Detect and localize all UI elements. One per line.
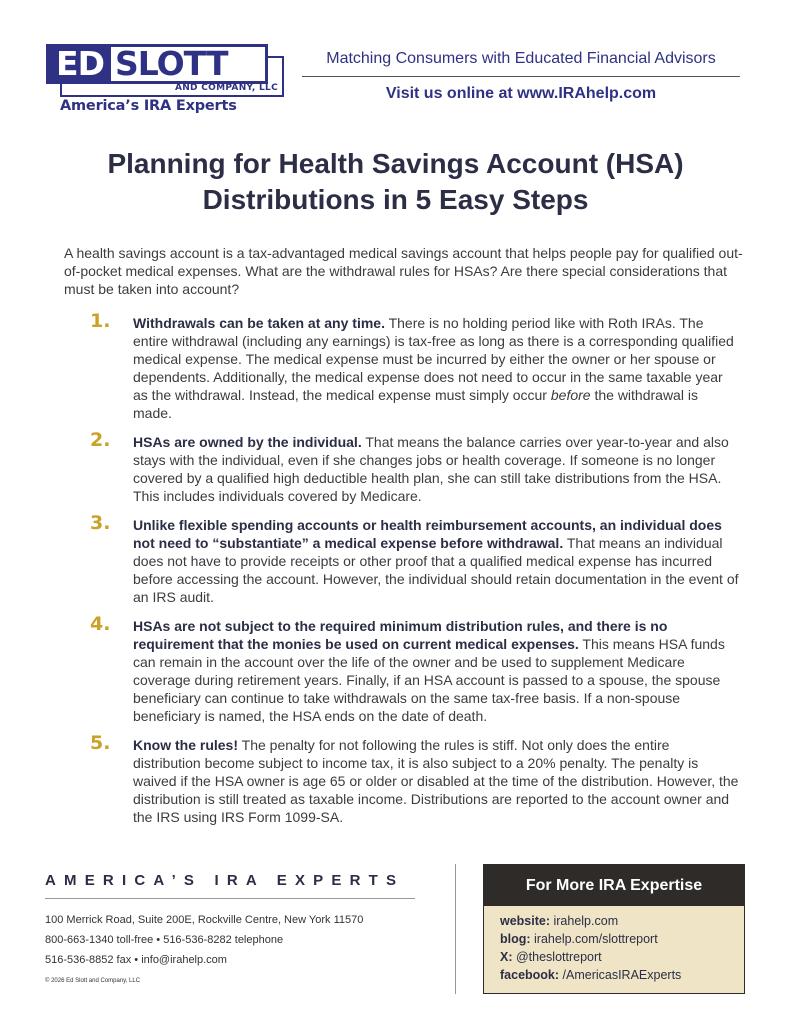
step-item: [90, 310, 740, 422]
header-divider: [302, 76, 740, 77]
step-text: That means the balance carries over year-to-year and also stays with the individual, even if she changes jobs or health coverage. If someone is no longer covered by a qualified high deductible health plan, she can still take distributions from the HSA. This includes individuals covered by Medicare.: [133, 434, 729, 504]
item-value: irahelp.com: [550, 914, 619, 928]
item-value: /AmericasIRAExperts: [559, 968, 682, 982]
logo-slott-text: SLOTT: [115, 44, 228, 83]
step-number: 4.: [90, 613, 111, 635]
logo-tagline: America’s IRA Experts: [60, 98, 237, 114]
item-label: X:: [500, 950, 513, 964]
step-text: the withdrawal is made.: [133, 387, 698, 421]
step-lead: Unlike flexible spending accounts or health reimbursement accounts, an individual does not need to “substantiate” a medical expense before withdrawal.: [133, 517, 722, 551]
step-lead: HSAs are not subject to the required minimum distribution rules, and there is no requirement that the monies be used on current medical expenses.: [133, 618, 668, 652]
step-text: That means an individual does not have to provide receipts or other proof that a qualified medical expense has incurred before accessing the account. However, the individual should retain documentation in the event of an IRS audit.: [133, 535, 739, 605]
expertise-box: [483, 864, 745, 994]
logo-wordmark-box: [46, 44, 268, 84]
step-lead: HSAs are owned by the individual.: [133, 434, 362, 450]
step-text: There is no holding period like with Roth IRAs. The entire withdrawal (including any earnings) is tax-free as long as there is a corresponding qualified medical expense. The medical expense must be incurred by either the owner or her spouse or dependents. Additionally, the medical expense does not need to occur in the same taxable year as the withdrawal. Instead, the medical expense must simply occur: [133, 315, 734, 403]
title-line-2: Distributions in 5 Easy Steps: [202, 184, 589, 215]
item-label: blog:: [500, 932, 531, 946]
step-text: This means HSA funds can remain in the account over the life of the owner and be used to supplement Medicare coverage during retirement years. Finally, if an HSA account is passed to a spouse, the spouse beneficiary can continue to take withdrawals on the same tax-free basis. If a non-spouse beneficiary is named, the HSA ends on the date of death.: [133, 636, 725, 724]
step-lead: Know the rules!: [133, 737, 239, 753]
facebook-item[interactable]: [500, 966, 744, 984]
ed-slott-logo: [46, 44, 286, 116]
steps-list: [90, 310, 740, 837]
header-taglines: [302, 48, 740, 105]
footer-heading: AMERICA’S IRA EXPERTS: [45, 872, 405, 889]
logo-frame-decoration: [268, 56, 284, 83]
item-value: irahelp.com/slottreport: [530, 932, 658, 946]
x-item[interactable]: [500, 948, 744, 966]
step-number: 3.: [90, 512, 111, 534]
item-label: facebook:: [500, 968, 560, 982]
footer-fax-email: 516-536-8852 fax • info@irahelp.com: [45, 954, 227, 966]
step-item: [90, 732, 740, 826]
page-title: [40, 146, 751, 218]
footer-vertical-divider: [455, 864, 456, 994]
copyright: © 2026 Ed Slott and Company, LLC: [45, 978, 141, 984]
website-link[interactable]: Visit us online at www.IRAhelp.com: [385, 85, 657, 102]
step-emphasis: before: [550, 387, 591, 403]
logo-company-text: AND COMPANY, LLC: [174, 83, 278, 93]
step-number: 2.: [90, 429, 111, 451]
step-item: [90, 512, 740, 606]
step-item: [90, 429, 740, 505]
step-item: [90, 613, 740, 725]
step-number: 1.: [90, 310, 111, 332]
step-number: 5.: [90, 732, 111, 754]
item-label: website:: [500, 914, 551, 928]
footer-divider: [45, 898, 415, 899]
footer-phones: 800-663-1340 toll-free • 516-536-8282 telephone: [45, 934, 284, 946]
step-lead: Withdrawals can be taken at any time.: [133, 315, 385, 331]
website-item[interactable]: [500, 912, 744, 930]
expertise-heading: For More IRA Expertise: [484, 865, 744, 906]
expertise-links: [484, 906, 744, 984]
blog-item[interactable]: [500, 930, 744, 948]
step-text: The penalty for not following the rules is stiff. Not only does the entire distribution become subject to income tax, it is also subject to a 20% penalty. The penalty is waived if the HSA owner is age 65 or older or disabled at the time of the distribution. However, the distribution is still treated as taxable income. Distributions are reported to the account owner and the IRS using IRS Form 1099-SA.: [133, 737, 739, 825]
footer-contact: [45, 872, 415, 984]
intro-paragraph: A health savings account is a tax-advantaged medical savings account that helps people pay for qualified out-of-pocket medical expenses. What are the withdrawal rules for HSAs? Are there special considerations that must be taken into account?: [64, 245, 743, 297]
footer-address: 100 Merrick Road, Suite 200E, Rockville Centre, New York 11570: [45, 914, 364, 926]
title-line-1: Planning for Health Savings Account (HSA): [107, 148, 684, 179]
logo-ed-text: ED: [49, 47, 111, 81]
item-value: @theslottreport: [512, 950, 602, 964]
header-tagline: Matching Consumers with Educated Financial Advisors: [326, 50, 716, 67]
